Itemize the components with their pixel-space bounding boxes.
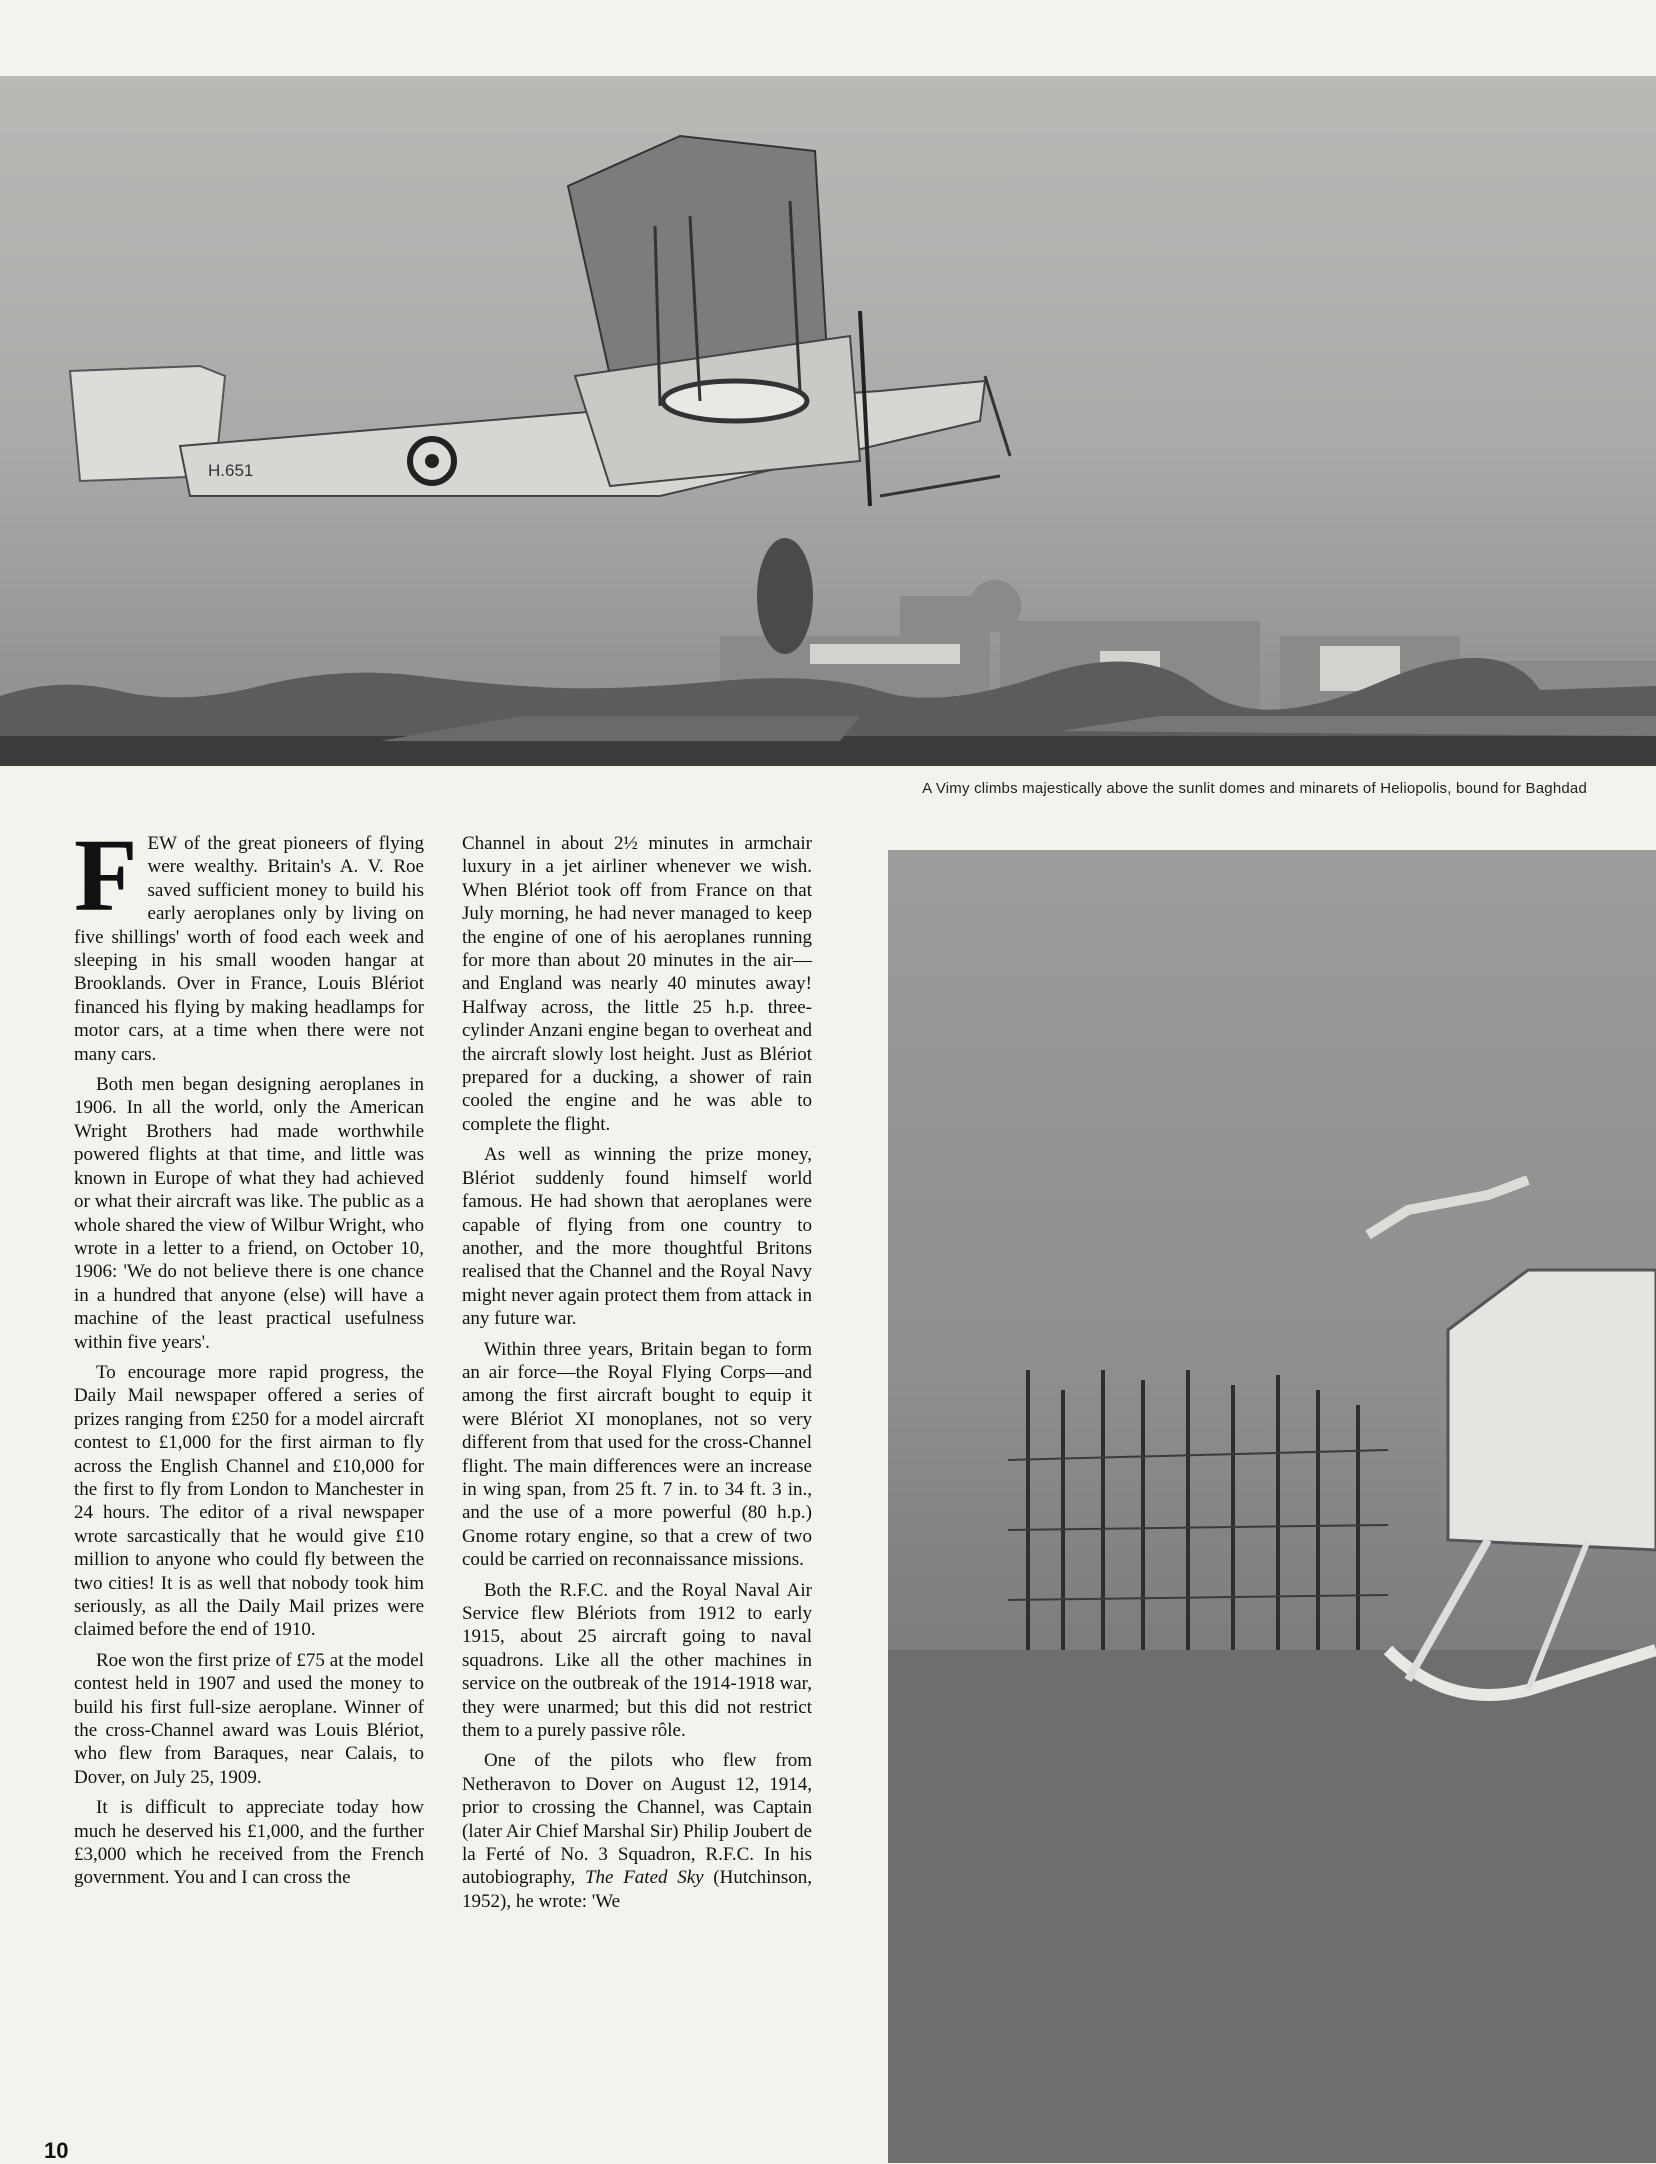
paragraph: One of the pilots who flew from Netheravon to Dover on August 12, 1914, prior to crossing the Channel, was Captain (later Air Chief Marshal Sir) Philip Joubert de la Ferté of No. 3 Squadron, R.F.C. In his autobiography, The Fated Sky (Hutchinson, 1952), he wrote: 'We (462, 1750, 812, 1912)
paragraph: Roe won the first prize of £75 at the model contest held in 1907 and used the money to build his first full-size aeroplane. Winner of the cross-Channel award was Louis Blériot, who flew from Baraques, near Calais, to Dover, on July 25, 1909. (74, 1649, 424, 1788)
vimy-photo (0, 76, 1656, 766)
paragraph: Both the R.F.C. and the Royal Naval Air Service flew Blériots from 1912 to early 1915, about 25 aircraft going to naval squadrons. Like all the other machines in service on the outbreak of the 1914-1918 war, they were unarmed; but this did not restrict them to a purely passive rôle. (462, 1579, 812, 1742)
paragraph: It is difficult to appreciate today how much he deserved his £1,000, and the further £3,000 which he received from the French government. You and I can cross the (74, 1797, 424, 1889)
paragraph: Channel in about 2½ minutes in armchair luxury in a jet airliner whenever we wish. When Blériot took off from France on that July morning, he had never managed to keep the engine of one of his aeroplanes running for more than about 20 minutes in the air—and England was nearly 40 minutes away! Halfway across, the little 25 h.p. three-cylinder Anzani engine began to overheat and the aircraft slowly lost height. Just as Blériot prepared for a ducking, a shower of rain cooled the engine and he was able to complete the flight. (462, 833, 812, 1135)
drop-cap: F (74, 818, 138, 933)
article-column-1 (74, 818, 424, 1897)
page-number: 10 (44, 2138, 69, 2163)
book-title: The Fated Sky (584, 1867, 704, 1889)
article-column-2 (462, 832, 812, 1920)
svg-text:H.651: H.651 (208, 461, 254, 480)
photo-caption: A Vimy climbs majestically above the sunlit domes and minarets of Heliopolis, bound for Baghdad (922, 780, 1587, 797)
paragraph: Within three years, Britain began to form an air force—the Royal Flying Corps—and among the first aircraft bought to equip it were Blériot XI monoplanes, not so very different from that used for the cross-Channel flight. The main differences were an increase in wing span, from 25 ft. 7 in. to 34 ft. 3 in., and the use of a more powerful (80 h.p.) Gnome rotary engine, so that a crew of two could be carried on reconnaissance missions. (462, 1338, 812, 1571)
landing-photo (888, 850, 1656, 2163)
paragraph: As well as winning the prize money, Blériot suddenly found himself world famous. He had shown that aeroplanes were capable of flying from one country to another, and the more thoughtful Britons realised that the Channel and the Royal Navy might never again protect them from attack in any future war. (462, 1144, 812, 1330)
paragraph: Both men began designing aeroplanes in 1906. In all the world, only the American Wright Brothers had made worthwhile powered flights at that time, and little was known in Europe of what they had achieved or what their aircraft was like. The public as a whole shared the view of Wilbur Wright, who wrote in a letter to a friend, on October 10, 1906: 'We do not believe there is one chance in a hundred that anyone (else) will have a machine of the least practical usefulness within five years'. (74, 1074, 424, 1353)
paragraph: To encourage more rapid progress, the Daily Mail newspaper offered a series of prizes ranging from £250 for a model aircraft contest to £1,000 for the first airman to fly across the English Channel and £10,000 for the first to fly from London to Manchester in 24 hours. The editor of a rival newspaper wrote sarcastically that he would give £10 million to anyone who could fly between the two cities! It is as well that nobody took him seriously, as all the Daily Mail prizes were claimed before the end of 1910. (74, 1361, 424, 1641)
biplane-silhouette (70, 136, 1010, 654)
paragraph: FEW of the great pioneers of flying were wealthy. Britain's A. V. Roe saved sufficient money to build his early aeroplanes only by living on five shillings' worth of food each week and sleeping in his small wooden hangar at Brooklands. Over in France, Louis Blériot financed his flying by making headlamps for motor cars, at a time when there were not many cars. (74, 818, 424, 1065)
